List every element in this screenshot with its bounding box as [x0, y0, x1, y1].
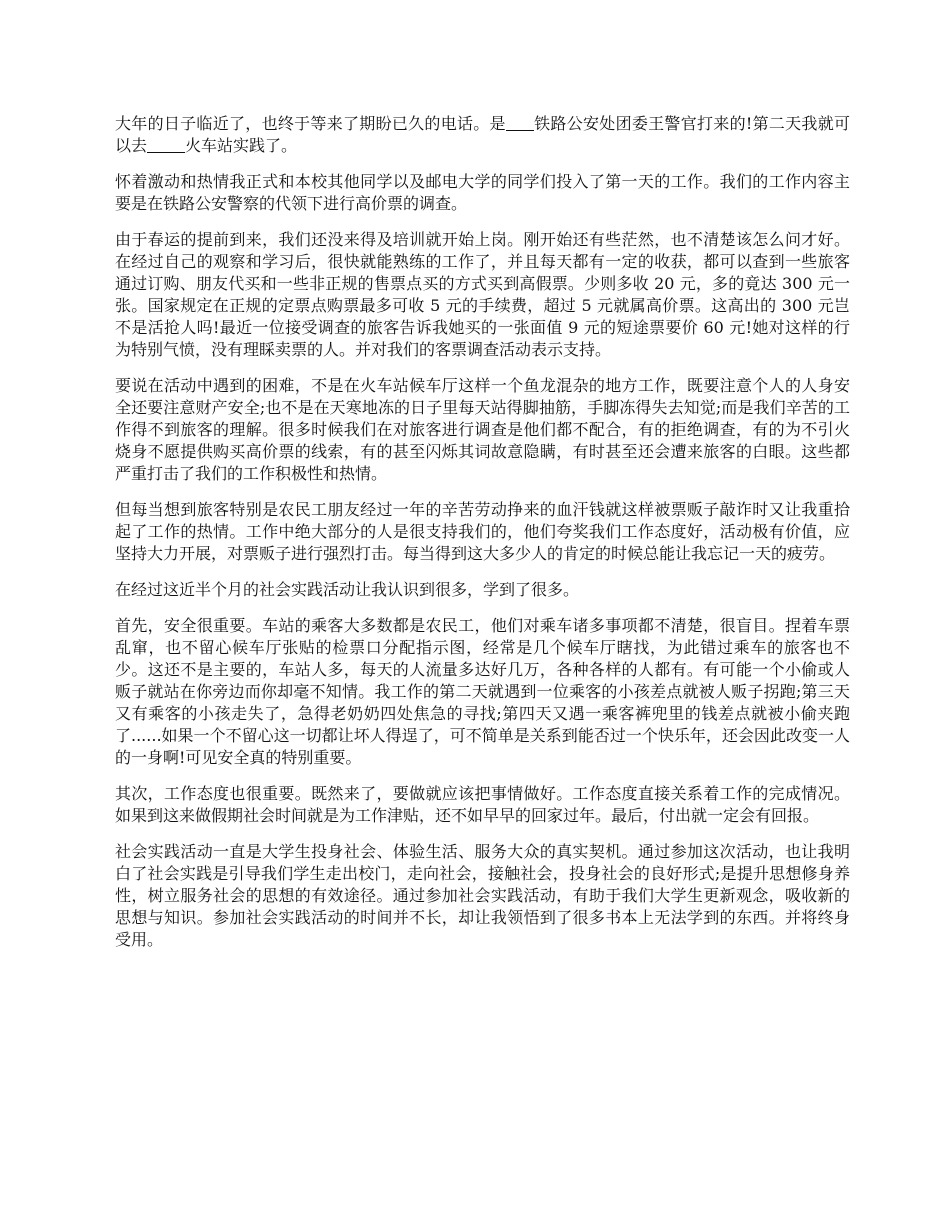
paragraph-1-part-3: 火车站实践了。: [185, 136, 298, 155]
paragraph-1-part-2: 铁路公安处团委王警官打来的!第二天我就可以去: [115, 114, 850, 155]
document-body: [115, 113, 850, 965]
paragraph-4: 要说在活动中遇到的困难，不是在火车站候车厅这样一个鱼龙混杂的地方工作，既要注意个人的人身安全还要注意财产安全;也不是在天寒地冻的日子里每天站得脚抽筋，手脚冻得失去知觉;而是我们辛苦的工作得不到旅客的理解。很多时候我们在对旅客进行调查是他们都不配合，有的拒绝调查，有的为不引火烧身不愿提供购买高价票的线索，有的甚至闪烁其词故意隐瞒，有时甚至还会遭来旅客的白眼。这些都严重打击了我们的工作积极性和热情。: [115, 376, 850, 483]
paragraph-1: [115, 113, 850, 157]
paragraph-3: 由于春运的提前到来，我们还没来得及培训就开始上岗。刚开始还有些茫然，也不清楚该怎么问才好。在经过自己的观察和学习后，很快就能熟练的工作了，并且每天都有一定的收获，都可以查到一些旅客通过订购、朋友代买和一些非正规的售票点买的方式买到高假票。少则多收 20 元，多的竟达 300 元一张。国家规定在正规的定票点购票最多可收 5 元的手续费，超过 5 元就属高价票。这高出的 300 元岂不是活抢人吗!最近一位接受调查的旅客告诉我她买的一张面值 9 元的短途票要价 60 元!她对这样的行为特别气愤，没有理睬卖票的人。并对我们的客票调查活动表示支持。: [115, 230, 850, 359]
paragraph-8: 其次，工作态度也很重要。既然来了，要做就应该把事情做好。工作态度直接关系着工作的完成情况。如果到这来做假期社会时间就是为工作津贴，还不如早早的回家过年。最后，付出就一定会有回报。: [115, 784, 850, 825]
fill-in-blank-2: [147, 136, 185, 153]
paragraph-5: 但每当想到旅客特别是农民工朋友经过一年的辛苦劳动挣来的血汗钱就这样被票贩子敲诈时又让我重拾起了工作的热情。工作中绝大部分的人是很支持我们的，他们夸奖我们工作态度好，活动极有价值，应坚持大力开展，对票贩子进行强烈打击。每当得到这大多少人的肯定的时候总能让我忘记一天的疲劳。: [115, 500, 850, 563]
paragraph-9: 社会实践活动一直是大学生投身社会、体验生活、服务大众的真实契机。通过参加这次活动，也让我明白了社会实践是引导我们学生走出校门，走向社会，接触社会，投身社会的良好形式;是提升思想修身养性，树立服务社会的思想的有效途径。通过参加社会实践活动，有助于我们大学生更新观念，吸收新的思想与知识。参加社会实践活动的时间并不长，却让我领悟到了很多书本上无法学到的东西。并将终身受用。: [115, 842, 850, 949]
paragraph-7: 首先，安全很重要。车站的乘客大多数都是农民工，他们对乘车诸多事项都不清楚，很盲目。捏着车票乱窜，也不留心候车厅张贴的检票口分配指示图，经常是几个候车厅瞎找，为此错过乘车的旅客也不少。这还不是主要的，车站人多，每天的人流量多达好几万，各种各样的人都有。有可能一个小偷或人贩子就站在你旁边而你却毫不知情。我工作的第二天就遇到一位乘客的小孩差点就被人贩子拐跑;第三天又有乘客的小孩走失了，急得老奶奶四处焦急的寻找;第四天又遇一乘客裤兜里的钱差点就被小偷夹跑了......如果一个不留心这一切都让坏人得逞了，可不简单是关系到能否过一个快乐年，还会因此改变一人的一身啊!可见安全真的特别重要。: [115, 616, 850, 767]
paragraph-6: 在经过这近半个月的社会实践活动让我认识到很多，学到了很多。: [115, 580, 580, 599]
fill-in-blank-1: [506, 114, 534, 131]
paragraph-1-part-1: 大年的日子临近了，也终于等来了期盼已久的电话。是: [115, 114, 506, 133]
paragraph-2: 怀着激动和热情我正式和本校其他同学以及邮电大学的同学们投入了第一天的工作。我们的工作内容主要是在铁路公安警察的代领下进行高价票的调查。: [115, 172, 850, 213]
